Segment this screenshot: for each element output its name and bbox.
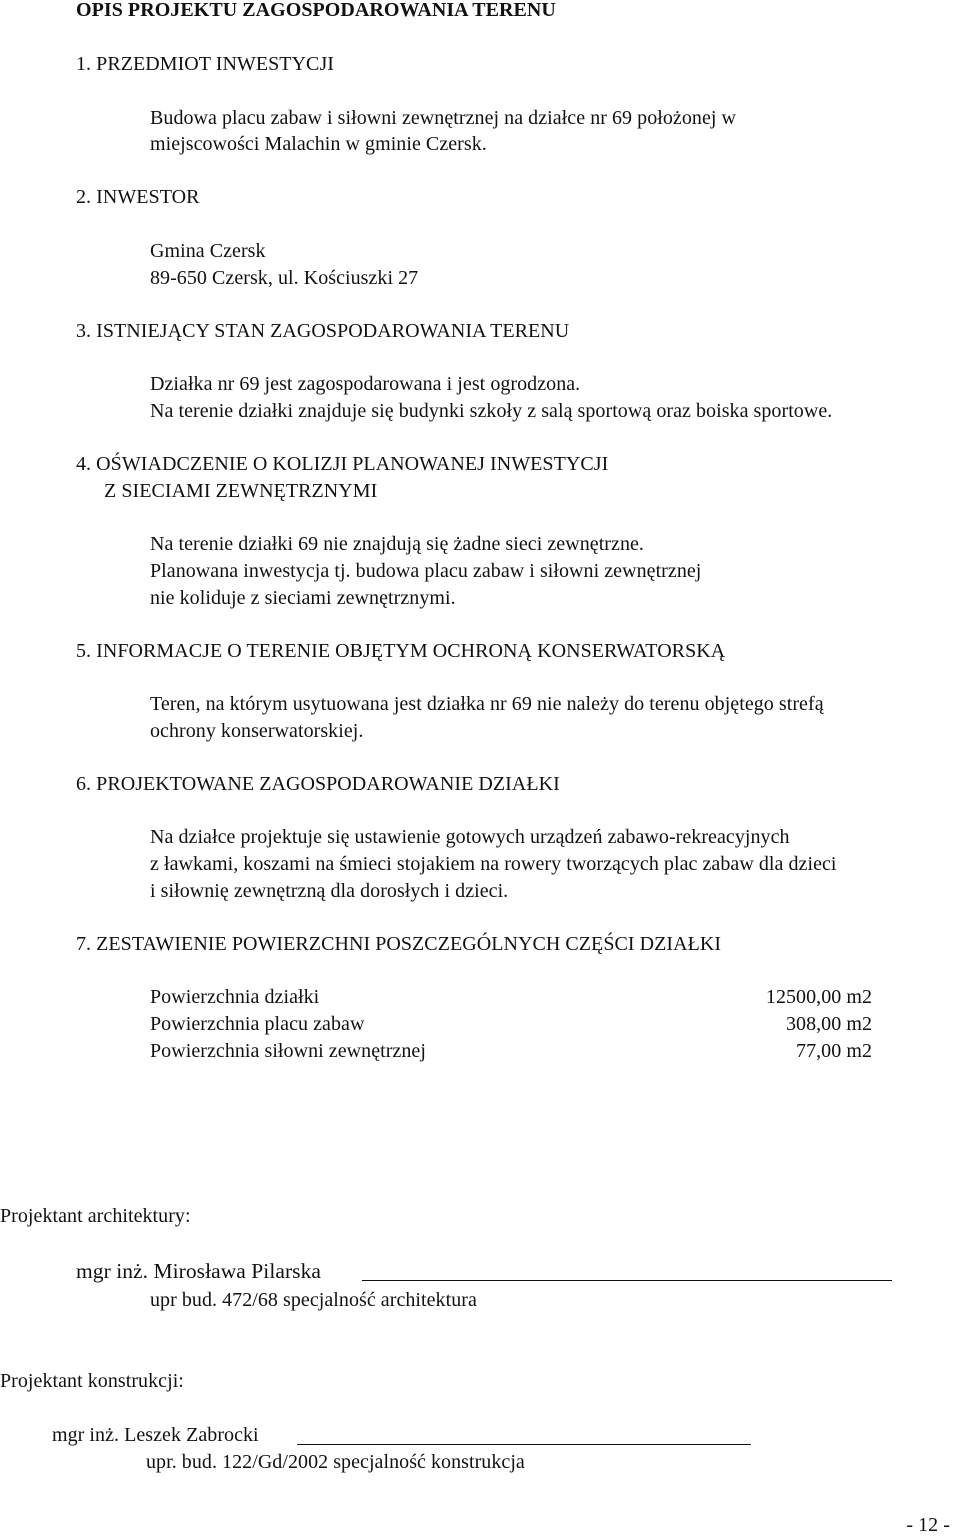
section-1-line-1: Budowa placu zabaw i siłowni zewnętrznej na działce nr 69 położonej w bbox=[150, 107, 737, 129]
section-6-heading: 6. PROJEKTOWANE ZAGOSPODAROWANIE DZIAŁKI bbox=[76, 773, 560, 795]
constructor-signature-line bbox=[297, 1444, 751, 1445]
area-row-value: 77,00 m2 bbox=[796, 1040, 872, 1062]
section-2-heading: 2. INWESTOR bbox=[76, 186, 200, 208]
section-2-line-2: 89-650 Czersk, ul. Kościuszki 27 bbox=[150, 267, 419, 289]
section-3-heading: 3. ISTNIEJĄCY STAN ZAGOSPODAROWANIA TERENU bbox=[76, 320, 570, 342]
section-1-heading: 1. PRZEDMIOT INWESTYCJI bbox=[76, 53, 334, 75]
section-4-line-1: Na terenie działki 69 nie znajdują się żadne sieci zewnętrzne. bbox=[150, 533, 644, 555]
section-4-heading-line-2: Z SIECIAMI ZEWNĘTRZNYMI bbox=[104, 480, 378, 502]
area-row-label: Powierzchnia siłowni zewnętrznej bbox=[150, 1040, 426, 1062]
constructor-license: upr. bud. 122/Gd/2002 specjalność konstrukcja bbox=[146, 1451, 525, 1473]
section-6-line-3: i siłownię zewnętrzną dla dorosłych i dzieci. bbox=[150, 880, 509, 902]
section-4-line-2: Planowana inwestycja tj. budowa placu zabaw i siłowni zewnętrznej bbox=[150, 560, 702, 582]
section-1-line-2: miejscowości Malachin w gminie Czersk. bbox=[150, 133, 487, 155]
area-row-value: 12500,00 m2 bbox=[765, 986, 872, 1008]
section-4-line-3: nie koliduje z sieciami zewnętrznymi. bbox=[150, 587, 456, 609]
section-2-line-1: Gmina Czersk bbox=[150, 240, 266, 262]
area-row-value: 308,00 m2 bbox=[785, 1013, 872, 1035]
constructor-label: Projektant konstrukcji: bbox=[0, 1370, 184, 1392]
section-3-line-1: Działka nr 69 jest zagospodarowana i jest ogrodzona. bbox=[150, 373, 581, 395]
architect-signature-line bbox=[362, 1280, 892, 1281]
area-row-label: Powierzchnia działki bbox=[150, 986, 320, 1008]
architect-license: upr bud. 472/68 specjalność architektura bbox=[150, 1289, 477, 1311]
section-5-line-1: Teren, na którym usytuowana jest działka nr 69 nie należy do terenu objętego strefą bbox=[150, 693, 824, 715]
architect-label: Projektant architektury: bbox=[0, 1205, 191, 1227]
architect-name: mgr inż. Mirosława Pilarska bbox=[76, 1259, 321, 1283]
section-7-heading: 7. ZESTAWIENIE POWIERZCHNI POSZCZEGÓLNYCH CZĘŚCI DZIAŁKI bbox=[76, 933, 722, 955]
constructor-name: mgr inż. Leszek Zabrocki bbox=[52, 1424, 259, 1446]
document-title: OPIS PROJEKTU ZAGOSPODAROWANIA TERENU bbox=[76, 0, 556, 21]
section-6-line-2: z ławkami, koszami na śmieci stojakiem na rowery tworzących plac zabaw dla dzieci bbox=[150, 853, 837, 875]
page-number: - 12 - bbox=[906, 1514, 950, 1536]
section-5-heading: 5. INFORMACJE O TERENIE OBJĘTYM OCHRONĄ KONSERWATORSKĄ bbox=[76, 640, 726, 662]
section-4-heading-line-1: 4. OŚWIADCZENIE O KOLIZJI PLANOWANEJ INWESTYCJI bbox=[76, 453, 609, 475]
section-5-line-2: ochrony konserwatorskiej. bbox=[150, 720, 364, 742]
section-3-line-2: Na terenie działki znajduje się budynki szkoły z salą sportową oraz boiska sportowe. bbox=[150, 400, 833, 422]
area-row-label: Powierzchnia placu zabaw bbox=[150, 1013, 365, 1035]
section-6-line-1: Na działce projektuje się ustawienie gotowych urządzeń zabawo-rekreacyjnych bbox=[150, 826, 790, 848]
